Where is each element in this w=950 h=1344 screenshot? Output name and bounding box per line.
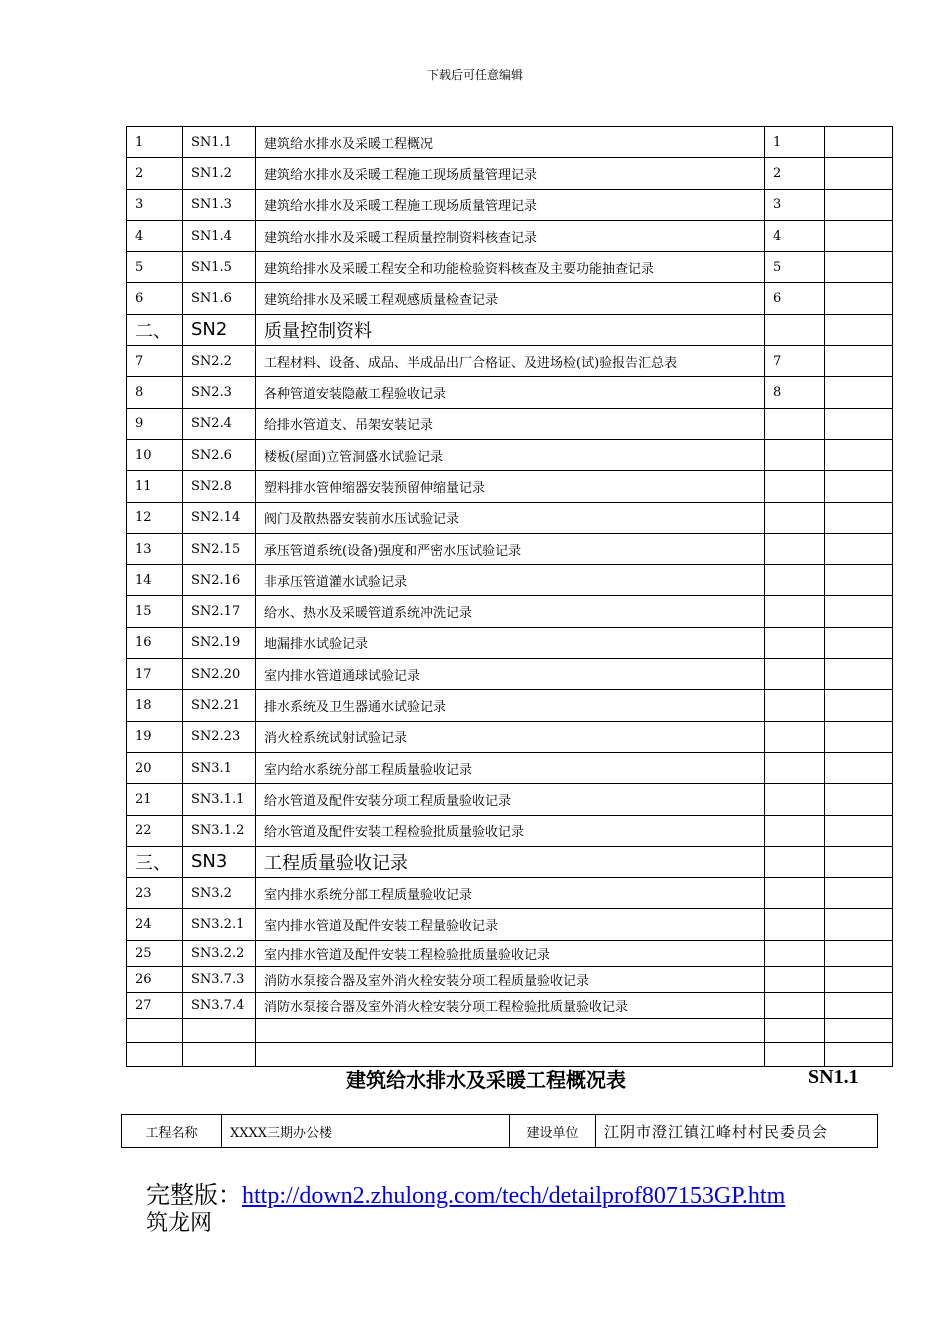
- row-code: SN2.3: [183, 377, 256, 408]
- row-page: [765, 966, 825, 992]
- empty-row: [127, 1018, 893, 1042]
- row-code: SN1.2: [183, 158, 256, 189]
- table-row: [127, 502, 893, 533]
- row-number: 12: [127, 502, 183, 533]
- row-code: SN3.1: [183, 752, 256, 783]
- builder-value: 江阴市澄江镇江峰村村民委员会: [596, 1115, 878, 1148]
- row-blank-cell: [825, 158, 893, 189]
- row-title: 消火栓系统试射试验记录: [256, 721, 765, 752]
- empty-cell: [825, 1018, 893, 1042]
- empty-cell: [127, 1042, 183, 1066]
- row-blank-cell: [825, 690, 893, 721]
- row-title: 阀门及散热器安装前水压试验记录: [256, 502, 765, 533]
- row-blank-cell: [825, 346, 893, 377]
- row-page: [765, 940, 825, 966]
- row-blank-cell: [825, 784, 893, 815]
- row-page: [765, 627, 825, 658]
- form-title: 建筑给水排水及采暖工程概况表: [346, 1068, 626, 1092]
- row-title: 承压管道系统(设备)强度和严密水压试验记录: [256, 533, 765, 564]
- row-page: [765, 565, 825, 596]
- row-number: 8: [127, 377, 183, 408]
- row-title: 工程材料、设备、成品、半成品出厂合格证、及进场检(试)验报告汇总表: [256, 346, 765, 377]
- row-title: 地漏排水试验记录: [256, 627, 765, 658]
- table-row: [127, 439, 893, 470]
- row-blank-cell: [825, 659, 893, 690]
- row-number: 6: [127, 283, 183, 314]
- row-number: 二、: [127, 314, 183, 345]
- row-number: 26: [127, 966, 183, 992]
- row-page: 2: [765, 158, 825, 189]
- row-number: 3: [127, 189, 183, 220]
- row-code: SN1.6: [183, 283, 256, 314]
- empty-cell: [127, 1018, 183, 1042]
- row-number: 21: [127, 784, 183, 815]
- row-page: [765, 408, 825, 439]
- row-number: 16: [127, 627, 183, 658]
- empty-cell: [183, 1042, 256, 1066]
- row-page: 7: [765, 346, 825, 377]
- row-code: SN2.2: [183, 346, 256, 377]
- row-blank-cell: [825, 189, 893, 220]
- row-code: SN2.8: [183, 471, 256, 502]
- row-code: SN3.2.2: [183, 940, 256, 966]
- row-code: SN1.5: [183, 252, 256, 283]
- row-page: [765, 502, 825, 533]
- row-title: 各种管道安装隐蔽工程验收记录: [256, 377, 765, 408]
- row-blank-cell: [825, 471, 893, 502]
- index-table: [126, 126, 893, 1067]
- table-row: [127, 314, 893, 345]
- row-page: [765, 314, 825, 345]
- row-title: 非承压管道灌水试验记录: [256, 565, 765, 596]
- row-title: 建筑给水排水及采暖工程质量控制资料核查记录: [256, 220, 765, 251]
- row-title: 给水管道及配件安装工程检验批质量验收记录: [256, 815, 765, 846]
- empty-cell: [256, 1018, 765, 1042]
- empty-row: [127, 1042, 893, 1066]
- row-blank-cell: [825, 502, 893, 533]
- table-row: [127, 596, 893, 627]
- row-code: SN1.4: [183, 220, 256, 251]
- table-row: [127, 252, 893, 283]
- row-title: 消防水泵接合器及室外消火栓安装分项工程检验批质量验收记录: [256, 992, 765, 1018]
- table-row: [127, 377, 893, 408]
- row-title: 建筑给水排水及采暖工程施工现场质量管理记录: [256, 189, 765, 220]
- row-page: [765, 533, 825, 564]
- row-number: 27: [127, 992, 183, 1018]
- row-blank-cell: [825, 878, 893, 909]
- row-blank-cell: [825, 377, 893, 408]
- row-number: 19: [127, 721, 183, 752]
- row-blank-cell: [825, 721, 893, 752]
- row-number: 25: [127, 940, 183, 966]
- row-blank-cell: [825, 966, 893, 992]
- row-code: SN2.20: [183, 659, 256, 690]
- table-row: [127, 878, 893, 909]
- row-title: 排水系统及卫生器通水试验记录: [256, 690, 765, 721]
- row-blank-cell: [825, 752, 893, 783]
- form-code: SN1.1: [808, 1066, 859, 1088]
- table-row: [127, 846, 893, 877]
- row-blank-cell: [825, 992, 893, 1018]
- row-page: [765, 659, 825, 690]
- table-row: [127, 283, 893, 314]
- row-page: 5: [765, 252, 825, 283]
- row-number: 9: [127, 408, 183, 439]
- row-blank-cell: [825, 815, 893, 846]
- row-number: 11: [127, 471, 183, 502]
- table-row: [127, 565, 893, 596]
- row-number: 18: [127, 690, 183, 721]
- row-title: 建筑给排水及采暖工程安全和功能检验资料核查及主要功能抽查记录: [256, 252, 765, 283]
- row-blank-cell: [825, 408, 893, 439]
- row-title: 室内排水管道通球试验记录: [256, 659, 765, 690]
- row-blank-cell: [825, 940, 893, 966]
- row-number: 17: [127, 659, 183, 690]
- row-page: [765, 878, 825, 909]
- table-row: [127, 471, 893, 502]
- row-code: SN3.1.1: [183, 784, 256, 815]
- row-page: 1: [765, 127, 825, 158]
- row-title: 消防水泵接合器及室外消火栓安装分项工程质量验收记录: [256, 966, 765, 992]
- table-row: [127, 189, 893, 220]
- row-page: [765, 909, 825, 940]
- table-row: [127, 533, 893, 564]
- row-title: 给排水管道支、吊架安装记录: [256, 408, 765, 439]
- row-blank-cell: [825, 252, 893, 283]
- table-row: [127, 992, 893, 1018]
- row-page: [765, 846, 825, 877]
- table-row: [127, 815, 893, 846]
- empty-cell: [765, 1018, 825, 1042]
- row-blank-cell: [825, 565, 893, 596]
- row-page: [765, 992, 825, 1018]
- table-row: [127, 659, 893, 690]
- row-page: [765, 471, 825, 502]
- row-page: [765, 815, 825, 846]
- table-row: [127, 408, 893, 439]
- row-blank-cell: [825, 596, 893, 627]
- row-number: 1: [127, 127, 183, 158]
- table-row: [127, 127, 893, 158]
- row-number: 13: [127, 533, 183, 564]
- table-row: [127, 784, 893, 815]
- row-blank-cell: [825, 533, 893, 564]
- row-blank-cell: [825, 127, 893, 158]
- row-page: 6: [765, 283, 825, 314]
- row-title: 建筑给水排水及采暖工程概况: [256, 127, 765, 158]
- row-number: 5: [127, 252, 183, 283]
- row-code: SN2.4: [183, 408, 256, 439]
- row-code: SN3: [183, 846, 256, 877]
- row-title: 给水管道及配件安装分项工程质量验收记录: [256, 784, 765, 815]
- header-note: 下载后可任意编辑: [426, 68, 523, 82]
- row-code: SN2.23: [183, 721, 256, 752]
- empty-cell: [825, 1042, 893, 1066]
- table-row: [127, 966, 893, 992]
- row-code: SN3.7.3: [183, 966, 256, 992]
- table-row: [127, 721, 893, 752]
- row-title: 建筑给排水及采暖工程观感质量检查记录: [256, 283, 765, 314]
- row-code: SN2: [183, 314, 256, 345]
- row-number: 24: [127, 909, 183, 940]
- row-number: 14: [127, 565, 183, 596]
- row-title: 室内排水系统分部工程质量验收记录: [256, 878, 765, 909]
- row-code: SN2.17: [183, 596, 256, 627]
- site-name: 筑龙网: [146, 1211, 213, 1236]
- project-info-row: [122, 1115, 878, 1148]
- project-name-label: 工程名称: [122, 1115, 222, 1148]
- index-table-body: [127, 127, 893, 1067]
- row-blank-cell: [825, 314, 893, 345]
- row-code: SN2.19: [183, 627, 256, 658]
- project-name-value: XXXX三期办公楼: [222, 1115, 510, 1148]
- row-number: 23: [127, 878, 183, 909]
- row-title: 楼板(屋面)立管洞盛水试验记录: [256, 439, 765, 470]
- table-row: [127, 627, 893, 658]
- empty-cell: [765, 1042, 825, 1066]
- row-code: SN2.14: [183, 502, 256, 533]
- row-page: 3: [765, 189, 825, 220]
- row-page: 8: [765, 377, 825, 408]
- row-page: [765, 752, 825, 783]
- builder-label: 建设单位: [510, 1115, 596, 1148]
- row-number: 2: [127, 158, 183, 189]
- row-code: SN3.7.4: [183, 992, 256, 1018]
- footer-prefix: 完整版：: [146, 1183, 242, 1209]
- project-info-table: [121, 1114, 878, 1148]
- row-number: 4: [127, 220, 183, 251]
- row-page: [765, 439, 825, 470]
- row-page: [765, 596, 825, 627]
- empty-cell: [256, 1042, 765, 1066]
- table-row: [127, 690, 893, 721]
- table-row: [127, 346, 893, 377]
- row-title: 塑料排水管伸缩器安装预留伸缩量记录: [256, 471, 765, 502]
- row-code: SN3.2: [183, 878, 256, 909]
- table-row: [127, 752, 893, 783]
- download-link[interactable]: http://down2.zhulong.com/tech/detailprof807153GP.htm: [242, 1183, 786, 1209]
- footer: [146, 1182, 785, 1238]
- row-code: SN1.1: [183, 127, 256, 158]
- row-number: 15: [127, 596, 183, 627]
- row-number: 20: [127, 752, 183, 783]
- row-page: 4: [765, 220, 825, 251]
- row-number: 7: [127, 346, 183, 377]
- row-number: 10: [127, 439, 183, 470]
- row-code: SN2.6: [183, 439, 256, 470]
- row-blank-cell: [825, 627, 893, 658]
- row-number: 三、: [127, 846, 183, 877]
- row-blank-cell: [825, 283, 893, 314]
- row-title: 质量控制资料: [256, 314, 765, 345]
- table-row: [127, 940, 893, 966]
- row-page: [765, 690, 825, 721]
- table-row: [127, 909, 893, 940]
- row-code: SN3.2.1: [183, 909, 256, 940]
- row-code: SN1.3: [183, 189, 256, 220]
- row-page: [765, 784, 825, 815]
- table-row: [127, 158, 893, 189]
- row-title: 给水、热水及采暖管道系统冲洗记录: [256, 596, 765, 627]
- row-code: SN2.16: [183, 565, 256, 596]
- row-code: SN2.15: [183, 533, 256, 564]
- row-title: 工程质量验收记录: [256, 846, 765, 877]
- row-title: 建筑给水排水及采暖工程施工现场质量管理记录: [256, 158, 765, 189]
- table-row: [127, 220, 893, 251]
- row-blank-cell: [825, 909, 893, 940]
- row-code: SN2.21: [183, 690, 256, 721]
- row-title: 室内排水管道及配件安装工程量验收记录: [256, 909, 765, 940]
- row-blank-cell: [825, 846, 893, 877]
- row-code: SN3.1.2: [183, 815, 256, 846]
- row-title: 室内排水管道及配件安装工程检验批质量验收记录: [256, 940, 765, 966]
- empty-cell: [183, 1018, 256, 1042]
- row-title: 室内给水系统分部工程质量验收记录: [256, 752, 765, 783]
- row-number: 22: [127, 815, 183, 846]
- row-blank-cell: [825, 220, 893, 251]
- row-blank-cell: [825, 439, 893, 470]
- row-page: [765, 721, 825, 752]
